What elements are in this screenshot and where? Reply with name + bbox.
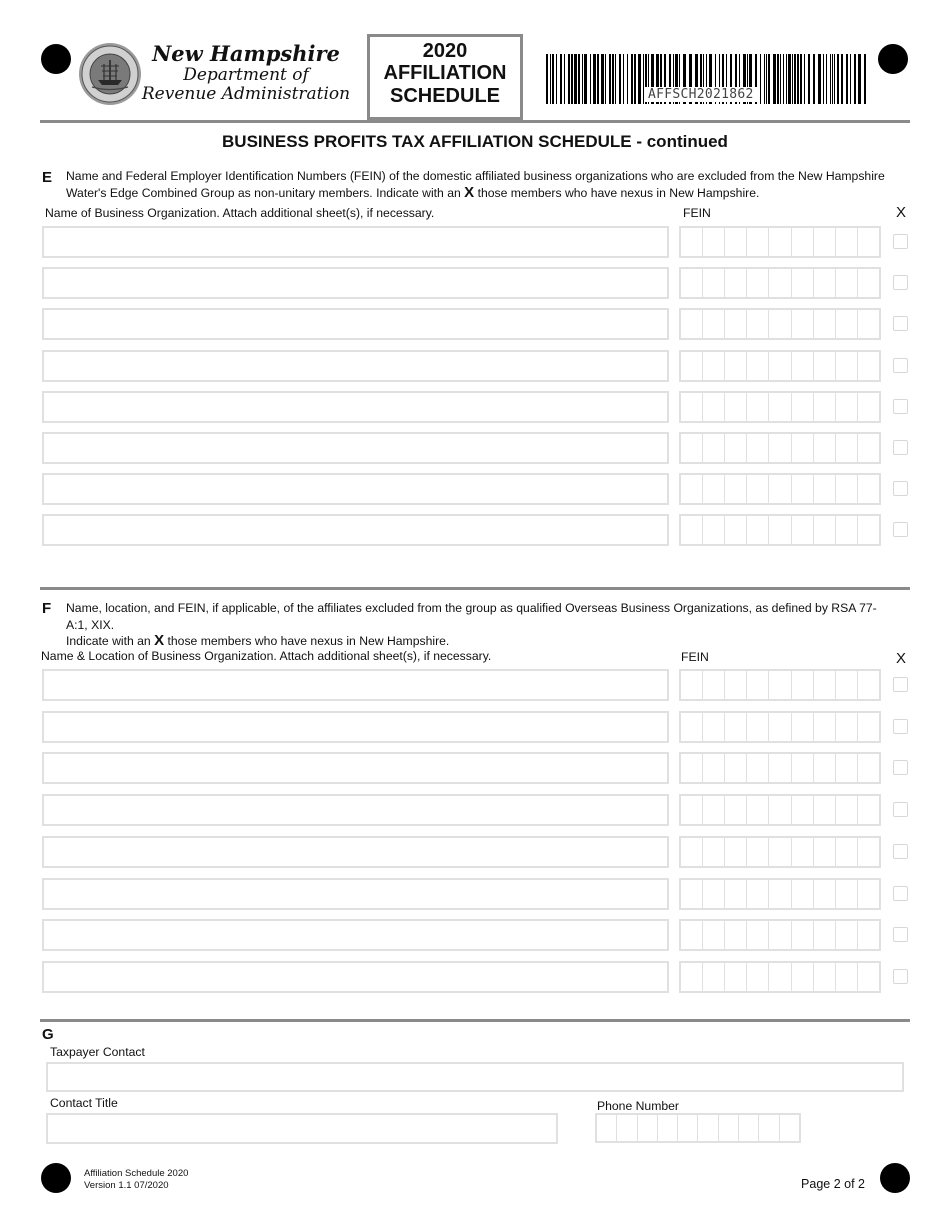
section-f-row-name-field[interactable]: [42, 794, 669, 826]
section-e-row-nexus-checkbox[interactable]: [893, 275, 908, 290]
section-f-desc-part2-pre: Indicate with an: [66, 634, 151, 648]
barcode-bar: [766, 54, 767, 104]
section-f-rule: [40, 587, 910, 590]
contact-title-field[interactable]: [46, 1113, 558, 1144]
section-e-row-nexus-checkbox[interactable]: [893, 481, 908, 496]
section-e-row-fein-field[interactable]: [679, 391, 881, 423]
section-e-row-nexus-checkbox[interactable]: [893, 234, 908, 249]
barcode-text: AFFSCH2021862: [645, 87, 757, 102]
section-e-x-label: X: [896, 204, 907, 221]
section-e-description: [66, 168, 896, 201]
section-f-x-label: X: [896, 650, 907, 667]
barcode-bar: [837, 54, 839, 104]
section-f-letter: F: [42, 600, 52, 617]
section-f-row-fein-field[interactable]: [679, 878, 881, 910]
barcode-bar: [597, 54, 599, 104]
section-f-row-nexus-checkbox[interactable]: [893, 719, 908, 734]
section-f-row-name-field[interactable]: [42, 878, 669, 910]
barcode-bar: [609, 54, 611, 104]
section-e-row-name-field[interactable]: [42, 350, 669, 382]
section-f-row-fein-field[interactable]: [679, 961, 881, 993]
section-e-row-name-field[interactable]: [42, 226, 669, 258]
section-e-row-fein-field[interactable]: [679, 514, 881, 546]
footer-form-name: Affiliation Schedule 2020: [84, 1168, 189, 1179]
registration-mark-bottom-left: [41, 1163, 71, 1193]
phone-number-field[interactable]: [595, 1113, 801, 1143]
barcode-bar: [788, 54, 791, 104]
section-e-row-fein-field[interactable]: [679, 432, 881, 464]
section-e-row-nexus-checkbox[interactable]: [893, 399, 908, 414]
section-f-row-name-field[interactable]: [42, 919, 669, 951]
barcode-bar: [584, 54, 587, 104]
barcode-bar: [800, 54, 802, 104]
barcode-bar: [858, 54, 861, 104]
state-seal-logo: [78, 42, 142, 106]
barcode-bar: [832, 54, 833, 104]
barcode-bar: [568, 54, 570, 104]
section-f-row-fein-field[interactable]: [679, 794, 881, 826]
barcode-bar: [797, 54, 799, 104]
section-f-row-nexus-checkbox[interactable]: [893, 760, 908, 775]
footer-version: Version 1.1 07/2020: [84, 1180, 169, 1191]
section-f-description: [66, 600, 896, 650]
section-g-rule: [40, 1019, 910, 1022]
section-e-letter: E: [42, 169, 53, 186]
barcode-bar: [804, 54, 805, 104]
section-f-row-name-field[interactable]: [42, 669, 669, 701]
phone-number-label: Phone Number: [597, 1099, 679, 1113]
registration-mark-bottom-right: [880, 1163, 910, 1193]
barcode-bar: [560, 54, 562, 104]
barcode-bar: [783, 54, 784, 104]
agency-dept: Department of: [183, 64, 309, 85]
section-e-desc-x: X: [464, 183, 475, 201]
barcode-bar: [634, 54, 636, 104]
barcode-bar: [780, 54, 781, 104]
barcode-bar: [808, 54, 810, 104]
section-f-row-fein-field[interactable]: [679, 919, 881, 951]
section-e-row-name-field[interactable]: [42, 432, 669, 464]
section-e-row-nexus-checkbox[interactable]: [893, 440, 908, 455]
section-e-row-name-field[interactable]: [42, 308, 669, 340]
section-e-desc-part1: Name and Federal Employer Identification Numbers (FEIN) of the domestic affiliated business organizations who are excluded from the New Hampshire Water's Edge Combined Group as non-unitary members. Indicate with an: [66, 169, 885, 200]
section-f-row-name-field[interactable]: [42, 752, 669, 784]
section-f-row-fein-field[interactable]: [679, 836, 881, 868]
footer-form-info: [84, 1168, 188, 1192]
barcode-bar: [794, 54, 796, 104]
section-f-row-nexus-checkbox[interactable]: [893, 802, 908, 817]
section-e-row-fein-field[interactable]: [679, 308, 881, 340]
barcode-bar: [593, 54, 596, 104]
barcode-bar: [612, 54, 614, 104]
barcode-bar: [864, 54, 866, 104]
barcode-bar: [556, 54, 557, 104]
barcode-bar: [834, 54, 835, 104]
section-f-row-fein-field[interactable]: [679, 752, 881, 784]
barcode-bar: [623, 54, 624, 104]
page-title: BUSINESS PROFITS TAX AFFILIATION SCHEDULE - continued: [222, 132, 728, 151]
section-e-fein-label: FEIN: [683, 206, 711, 220]
section-f-row-fein-field[interactable]: [679, 669, 881, 701]
section-e-row-name-field[interactable]: [42, 267, 669, 299]
taxpayer-contact-label: Taxpayer Contact: [50, 1045, 145, 1059]
barcode-bar: [792, 54, 793, 104]
form-title-line2: SCHEDULE: [389, 84, 500, 107]
section-f-row-nexus-checkbox[interactable]: [893, 886, 908, 901]
barcode-bar: [768, 54, 770, 104]
taxpayer-contact-field[interactable]: [46, 1062, 904, 1092]
section-f-row-nexus-checkbox[interactable]: [893, 927, 908, 942]
section-e-row-fein-field[interactable]: [679, 267, 881, 299]
barcode-bar: [773, 54, 776, 104]
section-f-desc-part2-post: those members who have nexus in New Hampshire.: [167, 634, 450, 648]
form-title-box: [367, 34, 523, 120]
agency-revenue: Revenue Administration: [141, 83, 351, 104]
section-f-row-name-field[interactable]: [42, 711, 669, 743]
barcode-bar: [615, 54, 616, 104]
header-rule: [40, 120, 910, 123]
section-f-row-nexus-checkbox[interactable]: [893, 969, 908, 984]
barcode-bar: [582, 54, 583, 104]
barcode-bar: [574, 54, 577, 104]
section-f-desc-x: X: [154, 632, 165, 649]
section-e-row-name-field[interactable]: [42, 391, 669, 423]
form-year: 2020: [422, 40, 468, 62]
section-e-row-fein-field[interactable]: [679, 350, 881, 382]
barcode-bar: [850, 54, 851, 104]
barcode-bar: [813, 54, 815, 104]
section-g-letter: G: [42, 1026, 54, 1043]
barcode-bar: [841, 54, 843, 104]
section-f-row-nexus-checkbox[interactable]: [893, 844, 908, 859]
contact-title-label: Contact Title: [50, 1096, 118, 1110]
barcode-bar: [627, 54, 628, 104]
section-e-row-nexus-checkbox[interactable]: [893, 358, 908, 373]
barcode-bar: [571, 54, 573, 104]
section-e-row-nexus-checkbox[interactable]: [893, 522, 908, 537]
barcode-bar: [818, 54, 821, 104]
barcode-bar: [830, 54, 831, 104]
barcode-bar: [605, 54, 606, 104]
barcode-bar: [846, 54, 848, 104]
barcode-bar: [546, 54, 548, 104]
section-e-row-fein-field[interactable]: [679, 473, 881, 505]
barcode-bar: [552, 54, 554, 104]
section-e-name-label: Name of Business Organization. Attach additional sheet(s), if necessary.: [45, 206, 435, 220]
section-f-row-name-field[interactable]: [42, 961, 669, 993]
registration-mark-top-left: [41, 44, 71, 74]
section-e-row-name-field[interactable]: [42, 473, 669, 505]
section-f-row-fein-field[interactable]: [679, 711, 881, 743]
barcode-bar: [760, 54, 761, 104]
barcode-bar: [643, 54, 644, 104]
section-f-name-label: Name & Location of Business Organization. Attach additional sheet(s), if necessary.: [41, 649, 492, 663]
section-e-desc-part2: those members who have nexus in New Hampshire.: [477, 185, 760, 200]
barcode-bar: [826, 54, 827, 104]
barcode-bar: [777, 54, 779, 104]
page-number: Page 2 of 2: [801, 1177, 865, 1191]
barcode-bar: [764, 54, 765, 104]
section-e-row-fein-field[interactable]: [679, 226, 881, 258]
section-f-row-nexus-checkbox[interactable]: [893, 677, 908, 692]
section-e-row-name-field[interactable]: [42, 514, 669, 546]
barcode-bar: [854, 54, 856, 104]
form-title-line1: AFFILIATION: [383, 62, 507, 85]
registration-mark-top-right: [878, 44, 908, 74]
barcode-bar: [601, 54, 604, 104]
barcode-bar: [786, 54, 787, 104]
barcode-bar: [590, 54, 591, 104]
barcode-bar: [823, 54, 824, 104]
barcode-bar: [638, 54, 641, 104]
barcode-bar: [578, 54, 580, 104]
barcode-bar: [619, 54, 621, 104]
section-f-desc-part1: Name, location, and FEIN, if applicable, of the affiliates excluded from the group as qualified Overseas Business Organizations, as defined by RSA 77-A:1, XIX.: [66, 601, 877, 632]
section-e-row-nexus-checkbox[interactable]: [893, 316, 908, 331]
agency-state: New Hampshire: [152, 41, 340, 66]
section-f-row-name-field[interactable]: [42, 836, 669, 868]
section-f-fein-label: FEIN: [681, 650, 709, 664]
barcode-bar: [631, 54, 633, 104]
agency-name: [140, 42, 352, 104]
barcode-bar: [550, 54, 551, 104]
barcode-bar: [564, 54, 565, 104]
